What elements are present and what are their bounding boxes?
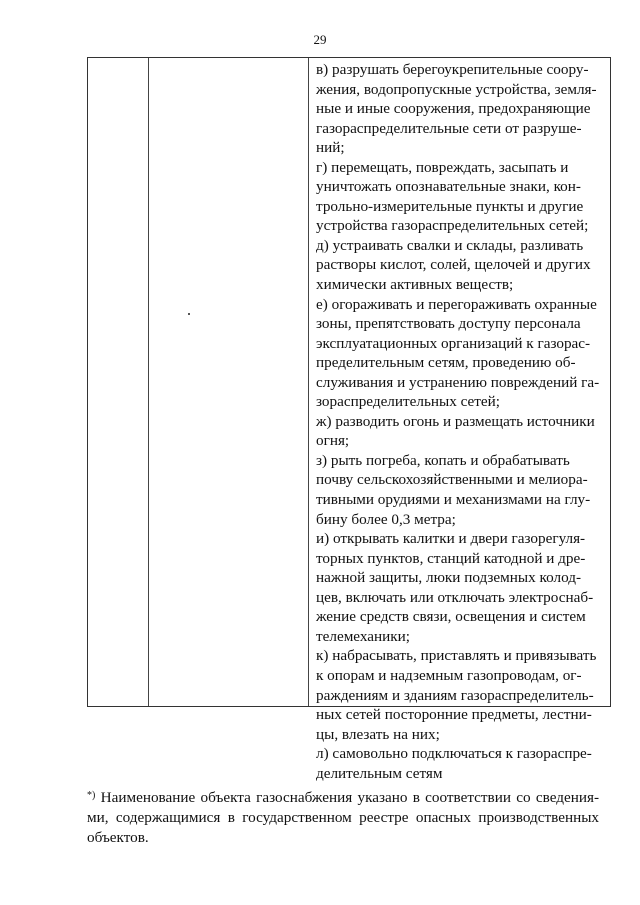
text-line: жение средств связи, освещения и систем xyxy=(316,608,586,626)
text-line: жения, водопропускные устройства, земля- xyxy=(316,80,597,98)
text-line: ных сетей посторонние предметы, лестни- xyxy=(316,706,592,724)
footnote-marker: *) xyxy=(87,790,96,801)
prohibitions-table xyxy=(87,57,611,782)
text-line: огня; xyxy=(316,432,350,450)
scan-speck xyxy=(188,313,190,315)
text-line: трольно-измерительные пункты и другие xyxy=(316,197,584,215)
page-number: 29 xyxy=(313,32,327,47)
text-line: телемеханики; xyxy=(316,627,410,645)
text-line: г) перемещать, повреждать, засыпать и xyxy=(316,158,569,176)
text-line: зораспределительных сетей; xyxy=(316,393,501,411)
text-line: растворы кислот, солей, щелочей и других xyxy=(316,256,591,274)
text-line: д) устраивать свалки и склады, разливать xyxy=(316,236,584,254)
column-divider xyxy=(148,58,149,706)
text-line: в) разрушать берегоукрепительные соору- xyxy=(316,61,589,78)
text-line: з) рыть погреба, копать и обрабатывать xyxy=(316,451,570,469)
text-line: делительным сетям xyxy=(316,764,443,782)
text-line: почву сельскохозяйственными и мелиора- xyxy=(316,471,588,489)
text-line: к опорам и надземным газопроводам, ог- xyxy=(316,666,582,684)
text-line: раждениям и зданиям газораспределитель- xyxy=(316,686,594,704)
text-line: химически активных веществ; xyxy=(316,276,514,294)
text-line: ные и иные сооружения, предохраняющие xyxy=(316,100,591,118)
text-line: л) самовольно подключаться к газораспре- xyxy=(316,745,592,763)
text-line: ний; xyxy=(316,139,345,157)
footnote xyxy=(87,788,599,848)
text-line: ж) разводить огонь и размещать источники xyxy=(316,412,595,430)
text-line: уничтожать опознавательные знаки, кон- xyxy=(316,178,581,196)
column-divider xyxy=(308,58,309,706)
text-line: устройства газораспределительных сетей; xyxy=(316,217,589,235)
text-line: служивания и устранению повреждений га- xyxy=(316,373,600,391)
prohibitions-cell xyxy=(316,60,606,783)
text-line: нажной защиты, люки подземных колод- xyxy=(316,569,582,587)
text-line: бину более 0,3 метра; xyxy=(316,510,456,528)
text-line: эксплуатационных организаций к газорас- xyxy=(316,334,591,352)
text-line: е) огораживать и перегораживать охранные xyxy=(316,295,597,313)
text-line: к) набрасывать, приставлять и привязывать xyxy=(316,647,597,665)
text-line: зоны, препятствовать доступу персонала xyxy=(316,315,581,333)
footnote-text: Наименование объекта газоснабжения указано в соответствии со сведения-ми, содержащимися в государственном реестре опасных производственных объектов. xyxy=(87,789,600,846)
text-line: тивными орудиями и механизмами на глу- xyxy=(316,491,591,509)
text-line: газораспределительные сети от разруше- xyxy=(316,119,582,137)
text-line: торных пунктов, станций катодной и дре- xyxy=(316,549,586,567)
text-line: пределительным сетям, проведению об- xyxy=(316,354,576,372)
text-line: цев, включать или отключать электроснаб- xyxy=(316,588,594,606)
text-line: цы, влезать на них; xyxy=(316,725,440,743)
text-line: и) открывать калитки и двери газорегуля- xyxy=(316,530,586,548)
